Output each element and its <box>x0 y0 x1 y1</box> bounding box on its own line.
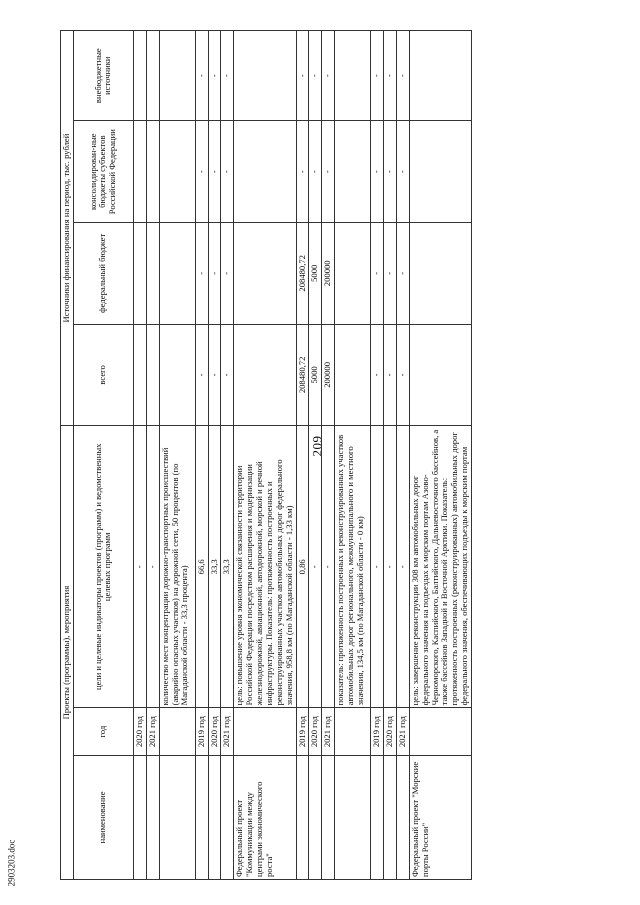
extrabudget-cell: - <box>371 31 384 121</box>
col-header-federal: федеральный бюджет <box>73 223 133 325</box>
total-cell: - <box>384 324 397 426</box>
name-cell <box>208 755 221 879</box>
table-row <box>159 31 195 880</box>
year-cell: 2020 год <box>309 708 322 755</box>
goal-cell: - <box>322 426 335 708</box>
consolidated-cell: - <box>322 121 335 223</box>
extrabudget-cell: - <box>195 31 208 121</box>
year-cell: 2019 год <box>195 708 208 755</box>
name-cell <box>133 755 146 879</box>
federal-cell <box>133 223 146 325</box>
total-cell: 200000 <box>322 324 335 426</box>
year-cell: 2019 год <box>296 708 309 755</box>
goal-cell: количество мест концентрации дорожно-транспортных происшествий (аварийно опасных участков) на дорожной сети, 50 процентов (по Магаданской области - 33,3 процента) <box>159 426 195 708</box>
name-cell <box>296 755 309 879</box>
table-row <box>221 31 234 880</box>
consolidated-cell <box>335 121 371 223</box>
table-row <box>195 31 208 880</box>
extrabudget-cell: - <box>322 31 335 121</box>
federal-cell: 208480,72 <box>296 223 309 325</box>
table-row <box>146 31 159 880</box>
consolidated-cell: - <box>208 121 221 223</box>
extrabudget-cell: - <box>396 31 409 121</box>
name-cell <box>159 755 195 879</box>
name-cell <box>371 755 384 879</box>
table-row <box>309 31 322 880</box>
goal-cell: 33,3 <box>221 426 234 708</box>
col-header-goals: цели и целевые индикаторы проектов (программ) и ведомственных целевых программ <box>73 426 133 708</box>
name-cell <box>221 755 234 879</box>
table-row <box>335 31 371 880</box>
table-row <box>208 31 221 880</box>
year-cell: 2021 год <box>221 708 234 755</box>
consolidated-cell <box>159 121 195 223</box>
goal-cell: - <box>396 426 409 708</box>
federal-cell <box>159 223 195 325</box>
federal-cell: - <box>195 223 208 325</box>
federal-cell: - <box>221 223 234 325</box>
federal-cell: - <box>371 223 384 325</box>
year-cell: 2020 год <box>133 708 146 755</box>
goal-cell: - <box>309 426 322 708</box>
goal-cell: цель: повышение уровня экономической связанности территории Российской Федерации посредством расширения и модернизации железнодорожной, авиационной, автодорожной, морской и речной инфраструктуры. Показатель: протяженность построенных и реконструированных участков автомобильных дорог федерального значения, 958,8 км (по Магаданской области - 1,33 км) <box>234 426 296 708</box>
rotated-sheet <box>60 30 580 880</box>
name-cell <box>195 755 208 879</box>
extrabudget-cell <box>146 31 159 121</box>
table-row <box>296 31 309 880</box>
year-cell: 2021 год <box>396 708 409 755</box>
extrabudget-cell <box>159 31 195 121</box>
total-cell <box>133 324 146 426</box>
total-cell: 5000 <box>309 324 322 426</box>
name-cell <box>146 755 159 879</box>
name-cell <box>384 755 397 879</box>
extrabudget-cell <box>409 31 471 121</box>
name-cell <box>396 755 409 879</box>
group-header-projects: Проекты (программы), мероприятия <box>61 426 74 880</box>
col-header-consolidated: консолидирован-ные бюджеты субъектов Российской Федерации <box>73 121 133 223</box>
table-row <box>234 31 296 880</box>
consolidated-cell: - <box>221 121 234 223</box>
name-cell <box>335 755 371 879</box>
consolidated-cell <box>234 121 296 223</box>
group-header-financing: Источники финансирования на период, тыс. рублей <box>61 31 74 426</box>
extrabudget-cell <box>133 31 146 121</box>
total-cell: - <box>208 324 221 426</box>
table-row <box>371 31 384 880</box>
col-header-extrabudget: внебюджетные источники <box>73 31 133 121</box>
federal-cell <box>409 223 471 325</box>
year-cell: 2020 год <box>208 708 221 755</box>
col-header-total: всего <box>73 324 133 426</box>
federal-cell: - <box>396 223 409 325</box>
goal-cell: показатель: протяженность построенных и реконструированных участков автомобильных дорог регионального, межмуниципального и местного значения, 134,5 км (по Магаданской области - 0 км) <box>335 426 371 708</box>
name-cell: Федеральный проект "Коммуникации между центрами экономического роста" <box>234 755 296 879</box>
extrabudget-cell: - <box>309 31 322 121</box>
year-cell: 2019 год <box>371 708 384 755</box>
goal-cell: 0,86 <box>296 426 309 708</box>
total-cell <box>146 324 159 426</box>
federal-cell: - <box>384 223 397 325</box>
total-cell <box>409 324 471 426</box>
federal-cell <box>234 223 296 325</box>
document-code: 2903203.doc <box>6 839 17 887</box>
year-cell: 2020 год <box>384 708 397 755</box>
total-cell <box>335 324 371 426</box>
table-row <box>322 31 335 880</box>
total-cell: - <box>396 324 409 426</box>
goal-cell: 33,3 <box>208 426 221 708</box>
year-cell: 2021 год <box>322 708 335 755</box>
federal-cell: 5000 <box>309 223 322 325</box>
total-cell <box>159 324 195 426</box>
name-cell <box>309 755 322 879</box>
total-cell: - <box>221 324 234 426</box>
consolidated-cell: - <box>195 121 208 223</box>
federal-cell <box>146 223 159 325</box>
total-cell: - <box>195 324 208 426</box>
col-header-year: год <box>73 708 133 755</box>
goal-cell: - <box>371 426 384 708</box>
page-number: 209 <box>309 435 325 457</box>
year-cell: 2021 год <box>146 708 159 755</box>
goal-cell: 66,6 <box>195 426 208 708</box>
federal-cell: - <box>208 223 221 325</box>
consolidated-cell <box>409 121 471 223</box>
table-row <box>409 31 471 880</box>
federal-cell <box>335 223 371 325</box>
total-cell: 208480,72 <box>296 324 309 426</box>
extrabudget-cell: - <box>208 31 221 121</box>
table-row <box>133 31 146 880</box>
consolidated-cell <box>146 121 159 223</box>
extrabudget-cell <box>234 31 296 121</box>
total-cell <box>234 324 296 426</box>
table-row <box>384 31 397 880</box>
extrabudget-cell: - <box>296 31 309 121</box>
federal-cell: 200000 <box>322 223 335 325</box>
extrabudget-cell: - <box>221 31 234 121</box>
name-cell <box>322 755 335 879</box>
financing-table <box>60 30 472 880</box>
table-row <box>396 31 409 880</box>
goal-cell: - <box>133 426 146 708</box>
consolidated-cell <box>133 121 146 223</box>
consolidated-cell: - <box>384 121 397 223</box>
year-cell <box>234 708 296 755</box>
extrabudget-cell <box>335 31 371 121</box>
consolidated-cell: - <box>309 121 322 223</box>
goal-cell: - <box>146 426 159 708</box>
consolidated-cell: - <box>396 121 409 223</box>
extrabudget-cell: - <box>384 31 397 121</box>
consolidated-cell: - <box>296 121 309 223</box>
goal-cell: цель: завершение реконструкции 308 км автомобильных дорог федерального значения на подъездах к морским портам Азово-Черноморского, Каспийского, Балтийского, Дальневосточного бассейнов, а также бассейнов Западной и Восточной Арктики. Показатель: протяженность построенных (реконструированных) автомобильных дорог федерального значения, обеспечивающих подъезды к морским портам <box>409 426 471 708</box>
year-cell <box>335 708 371 755</box>
col-header-name: наименование <box>73 755 133 879</box>
goal-cell: - <box>384 426 397 708</box>
year-cell <box>409 708 471 755</box>
year-cell <box>159 708 195 755</box>
name-cell: Федеральный проект "Морские порты России" <box>409 755 471 879</box>
consolidated-cell: - <box>371 121 384 223</box>
total-cell: - <box>371 324 384 426</box>
